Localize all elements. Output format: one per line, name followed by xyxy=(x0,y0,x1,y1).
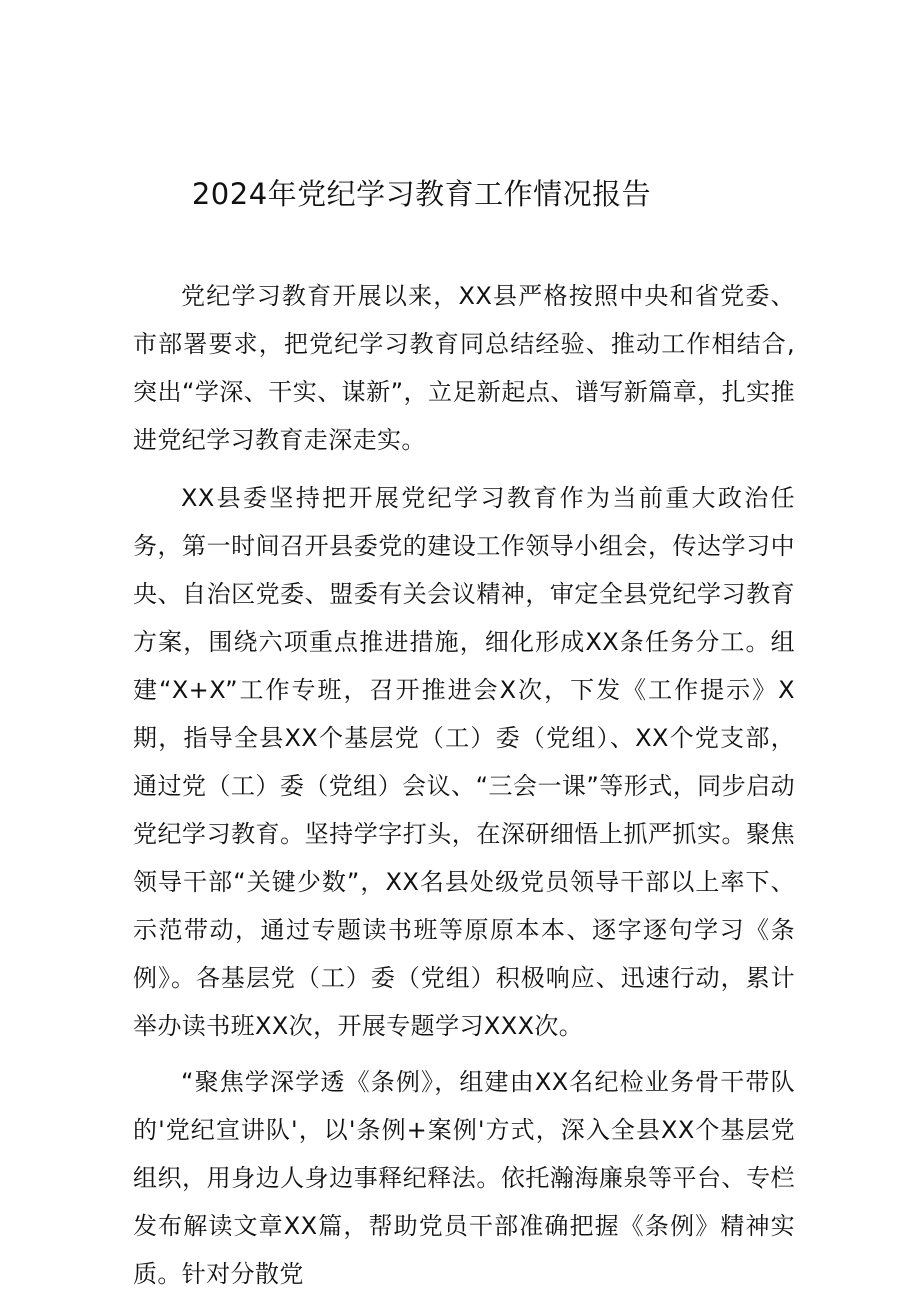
paragraph-1: 党纪学习教育开展以来，XX县严格按照中央和省党委、市部署要求，把党纪学习教育同总结经验、推动工作相结合,突出“学深、干实、谋新”，立足新起点、谱写新篇章，扎实推进党纪学习教育走深走实。 xyxy=(133,282,795,454)
document-body xyxy=(133,272,795,1308)
document-title: 2024年党纪学习教育工作情况报告 xyxy=(191,177,652,211)
paragraph-2: XX县委坚持把开展党纪学习教育作为当前重大政治任务，第一时间召开县委党的建设工作领导小组会，传达学习中央、自治区党委、盟委有关会议精神，审定全县党纪学习教育方案，围绕六项重点推进措施，细化形成XX条任务分工。组建“X+X”工作专班，召开推进会X次，下发《工作提示》X期，指导全县XX个基层党（工）委（党组）、XX个党支部，通过党（工）委（党组）会议、“三会一课”等形式，同步启动党纪学习教育。坚持学字打头，在深研细悟上抓严抓实。聚焦领导干部“关键少数”，XX名县处级党员领导干部以上率下、示范带动，通过专题读书班等原原本本、逐字逐句学习《条例》。各基层党（工）委（党组）积极响应、迅速行动，累计举办读书班XX次，开展专题学习XXX次。 xyxy=(133,484,795,1040)
paragraph-3: “聚焦学深学透《条例》，组建由XX名纪检业务骨干带队的'党纪宣讲队'，以'条例+案例'方式，深入全县XX个基层党组织，用身边人身边事释纪释法。依托瀚海廉泉等平台、专栏发布解读文章XX篇，帮助党员干部准确把握《条例》精神实质。针对分散党 xyxy=(133,1068,795,1288)
